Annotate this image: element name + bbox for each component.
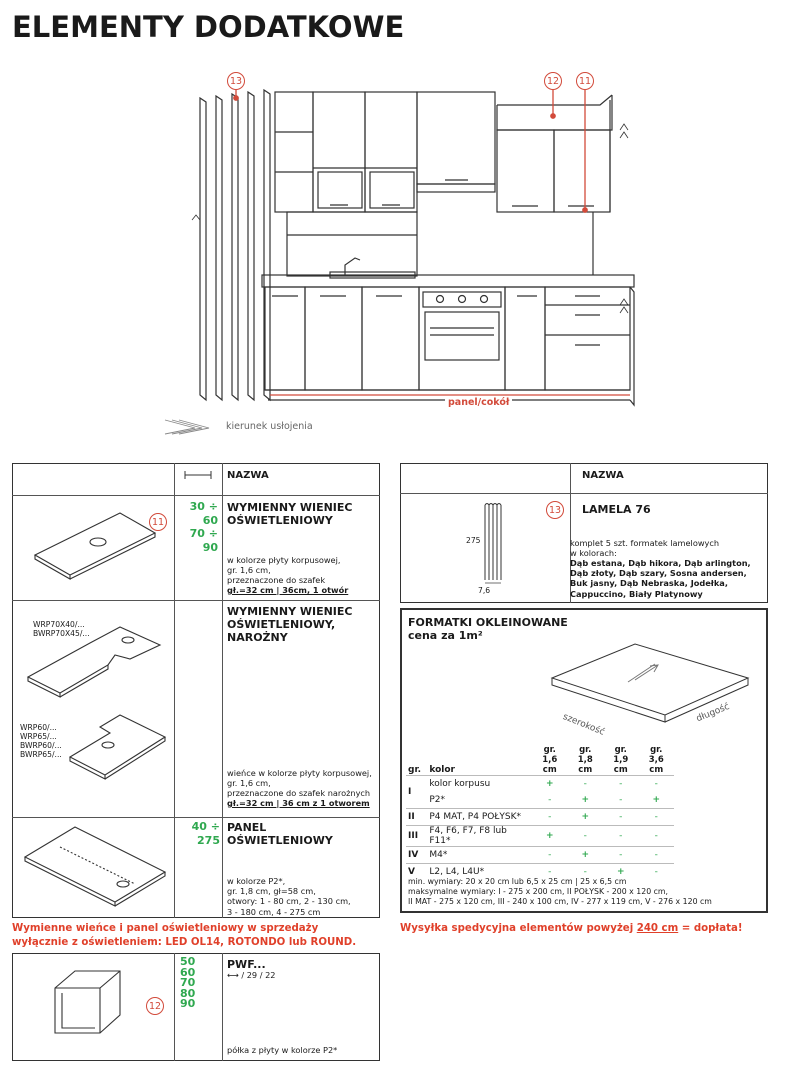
- pwf-sub: ⟷ / 29 / 22: [227, 970, 276, 980]
- formatki-notes: min. wymiary: 20 x 20 cm lub 6,5 x 25 cm | 25 x 6,5 cm maksymalne wymiary: I - 275 x 200 cm, II POŁYSK - 200 x 120 cm, II MAT - 275 x 120 cm, III - 240 x 100 cm, IV - 277 x 119 cm, V - 276 x 120 cm: [408, 877, 712, 907]
- pwf-badge: 12: [146, 997, 164, 1015]
- col-thk-3: gr. 1,9 cm: [613, 745, 629, 775]
- panel-cokol-label: panel/cokół: [445, 397, 512, 408]
- col-gr: gr.: [408, 765, 422, 775]
- col-thk-1: gr. 1,6 cm: [542, 745, 558, 775]
- formatki-subtitle: cena za 1m²: [408, 629, 483, 642]
- badge-13: 13: [227, 72, 245, 90]
- row3-title: PANEL OŚWIETLENIOWY: [227, 821, 333, 847]
- pwf-dims: 50 60 70 80 90: [180, 955, 196, 1010]
- row2-labels-top: WRP70X40/... BWRP70X45/...: [33, 620, 90, 638]
- row1-badge: 11: [149, 513, 167, 531]
- formatki-title: FORMATKI OKLEINOWANE: [408, 616, 568, 629]
- corner-wieniec-drawing: [20, 615, 170, 795]
- lamela-dim-w: 7,6: [478, 586, 491, 595]
- formatka-width-label: szerokość: [561, 712, 606, 738]
- page-title: ELEMENTY DODATKOWE: [12, 10, 405, 44]
- row1-desc-bold: gł.=32 cm | 36cm, 1 otwór: [227, 585, 349, 595]
- table-row: P2* - + - +: [406, 792, 674, 809]
- left-red-note: Wymienne wieńce i panel oświetleniowy w sprzedaży wyłącznie z oświetleniem: LED OL14, ROTONDO lub ROUND.: [12, 923, 357, 948]
- col-thk-4: gr. 3,6 cm: [648, 745, 664, 775]
- formatka-length-label: długość: [695, 701, 732, 725]
- table-row: II P4 MAT, P4 POŁYSK* - + - -: [406, 809, 674, 826]
- lamel-panels: [200, 90, 270, 400]
- table-row: I kolor korpusu + - - -: [406, 776, 674, 793]
- row3-dims: 40 ÷ 275: [191, 820, 220, 847]
- row2-desc: wieńce w kolorze płyty korpusowej, gr. 1,6 cm, przeznaczone do szafek narożnych: [227, 768, 372, 799]
- width-icon: [184, 470, 212, 480]
- lamela-desc-colors: Dąb estana, Dąb hikora, Dąb arlington, Dąb złoty, Dąb szary, Sosna andersen, Buk jasny, Dąb Nebraska, Jodełka, Cappuccino, Biały Platynowy: [570, 558, 751, 599]
- kitchen-diagram: [0, 60, 793, 440]
- grain-direction-label: kierunek usłojenia: [226, 421, 313, 432]
- pwf-desc: półka z płyty w kolorze P2*: [227, 1045, 338, 1055]
- table-row: III F4, F6, F7, F8 lub F11* + - - -: [406, 826, 674, 847]
- row1-dims: 30 ÷ 60 70 ÷ 90: [189, 500, 218, 554]
- col-thk-2: gr. 1,8 cm: [577, 745, 593, 775]
- row2-desc-bold: gł.=32 cm | 36 cm z 1 otworem: [227, 798, 370, 808]
- col-kolor: kolor: [429, 765, 455, 775]
- row1-desc: w kolorze płyty korpusowej, gr. 1,6 cm, przeznaczone do szafek: [227, 555, 341, 586]
- row2-title: WYMIENNY WIENIEC OŚWIETLENIOWY, NAROŻNY: [227, 605, 353, 644]
- table-row: IV M4* - + - -: [406, 847, 674, 864]
- lamela-drawing: [470, 500, 510, 590]
- row1-title: WYMIENNY WIENIEC OŚWIETLENIOWY: [227, 501, 353, 527]
- table-row: V L2, L4, L4U* - - + -: [408, 867, 658, 877]
- formatki-table: [406, 745, 674, 880]
- badge-12: 12: [544, 72, 562, 90]
- row3-desc: w kolorze P2*, gr. 1,8 cm, gł=58 cm, otwory: 1 - 80 cm, 2 - 130 cm, 3 - 180 cm, 4 - 275 cm: [227, 876, 351, 917]
- badge-11: 11: [576, 72, 594, 90]
- pwf-title: PWF...: [227, 958, 266, 971]
- lamela-badge: 13: [546, 501, 564, 519]
- left-header-name: NAZWA: [227, 470, 269, 481]
- lamela-desc-intro: komplet 5 szt. formatek lamelowych w kolorach:: [570, 538, 720, 559]
- row2-labels-bottom: WRP60/... WRP65/... BWRP60/... BWRP65/...: [20, 723, 62, 759]
- lamela-dim-h: 275: [466, 536, 481, 545]
- right-header-name: NAZWA: [582, 470, 624, 481]
- pwf-shelf-drawing: [50, 963, 130, 1043]
- lamela-title: LAMELA 76: [582, 503, 651, 516]
- shipping-note: Wysyłka spedycyjna elementów powyżej 240 cm = dopłata!: [400, 923, 743, 934]
- wieniec-drawing: [25, 505, 165, 585]
- panel-drawing: [20, 822, 170, 912]
